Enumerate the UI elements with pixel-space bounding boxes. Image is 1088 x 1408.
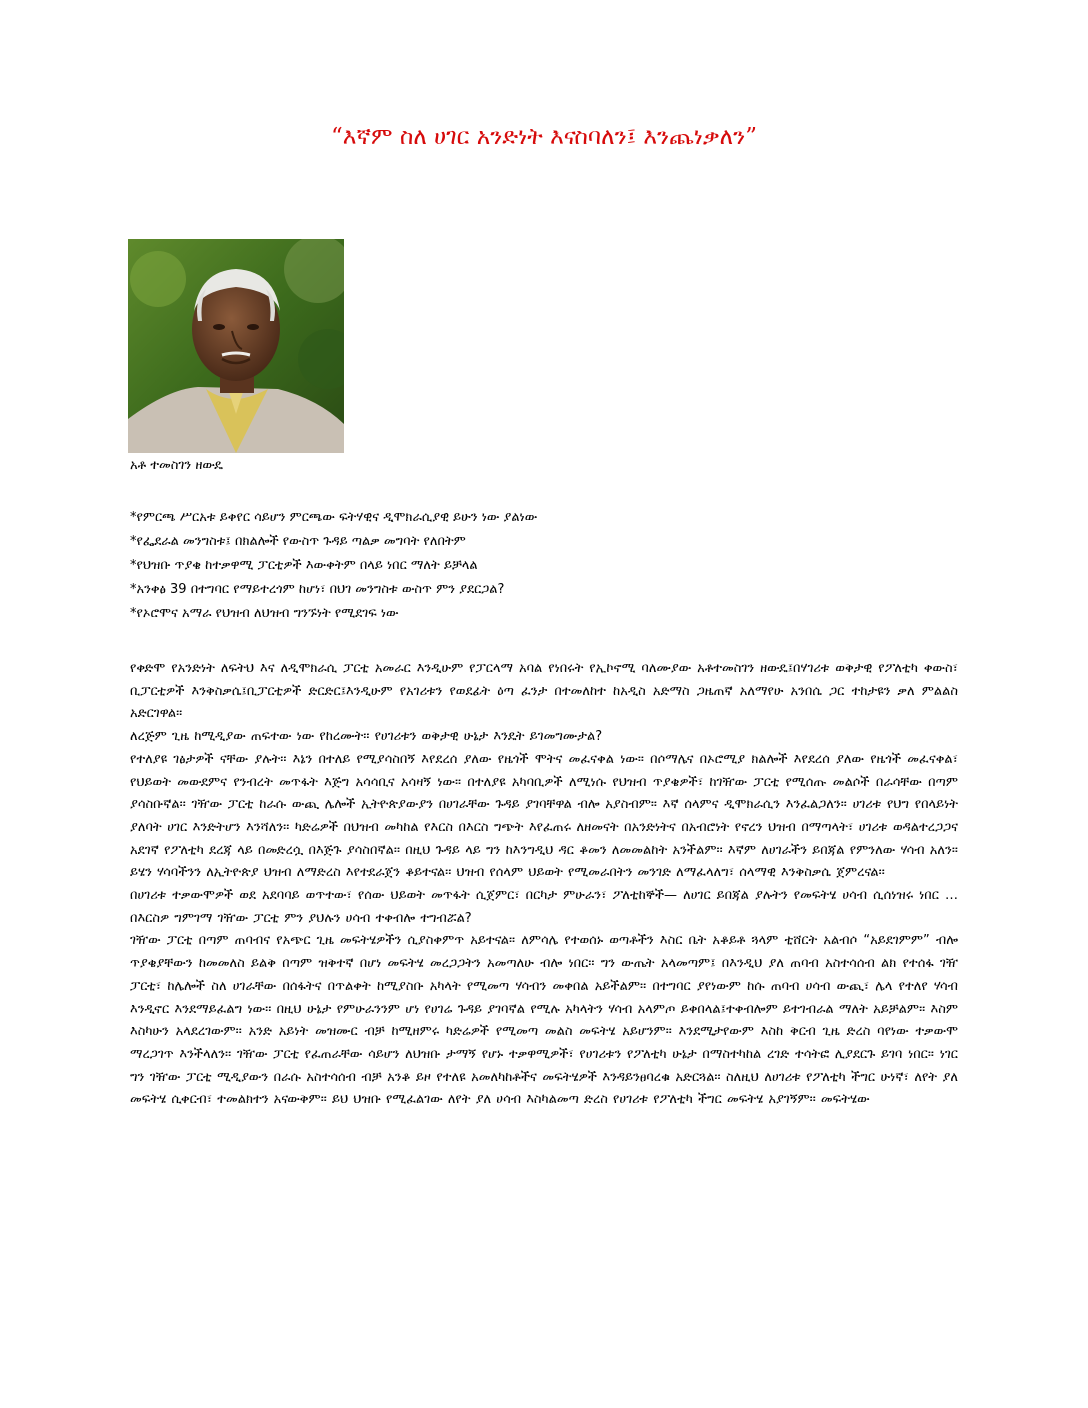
answer-paragraph: ገዥው ፓርቲ በጣም ጠባብና የአጭር ጊዜ መፍትሄዎችን ሲያስቀምጥ አይተናል፡፡ ለምሳሌ የተወሰኑ ወጣቶችን እስር ቤት አቆይቶ ጓላም ቲሸርት አልብሶ “አይደገምም” ብሎ ጥያቄያቸውን ከመመለስ ይልቅ በጣም ዝቅተኛ በሆነ መፍትሄ መረጋጋትን አመጣለሁ ብሎ ነበር፡፡ ግን ውጤት አላመጣም፤ በእንዲህ ያለ ጠባብ አስተሳሰብ ልክ የተሰፋ ገዥ ፓርቲ፣ ከሌሎች ስለ ሀገራቸው በሰፋትና በጥልቀት ከሚያስቡ አካላት የሚመጣ ሃሳብን መቀበል አይችልም፡፡ በተግባር ያየነውም ከሱ ጠባብ ሀሳብ ውጪ፣ ሌላ የተለየ ሃሳብ እንዲኖር እንደማይፈልግ ነው፡፡ በዚህ ሁኔታ የምሁራንንም ሆነ የሀገሬ ጉዳይ ያገባኛል የሚሉ አካላትን ሃሳብ አላምጦ ይቀበላል፤ተቀብሎም ይተገብራል ማለት አይቻልም፡፡ እስም እስካሁን አላደረገውም፡፡ አንድ አይነት መዝሙር ብቻ ከሚዘምሩ ካድሬዎች የሚመጣ መልስ መፍትሄ አይሆንም፡፡ እንደሚታየውም እስከ ቅርብ ጊዜ ድረስ ባየነው ተቃውሞ ማረጋገጥ እንችላለን፡፡ ገዥው ፓርቲ የፈጠራቸው ሳይሆን ለህዝቡ ታማኝ የሆኑ ተቃዋሚዎች፣ የሀገሪቱን የፖለቲካ ሁኔታ በማስተካከል ረገድ ተሳትፎ ሊያደርጉ ይገባ ነበር፡፡ ነገር ግን ገዥው ፓርቲ ሚዲያውን በራሱ አስተሳሰብ ብቻ አንቆ ይዞ የተለዩ አመለካከቶችና መፍትሄዎች እንዳይንፀባረቁ አድርጓል፡፡ ስለዚህ ለሀገሪቱ የፖለቲካ ችግር ሁነኛ፣ ለየት ያለ መፍትሄ ሲቀርብ፣ ተመልክተን አናውቅም፡፡ ይህ ህዝቡ የሚፈልገው ለየት ያለ ሀሳብ እስካልመጣ ድረስ የሀገሪቱ የፖለቲካ ችግር መፍትሄ አያገኝም፡፡ መፍትሄው [130, 933, 958, 1108]
intro-paragraph: የቀድሞ የአንድነት ለፍትህ እና ለዲሞክራሲ ፓርቲ አመራር እንዲሁም የፓርላማ አባል የነበሩት የኢኮኖሚ ባለሙያው አቶተመስገን ዘውዴ፤በሃገሪቱ ወቅታዊ የፖለቲካ ቀውስ፣ ቢፓርቲዎች እንቅስቃሴ፤ቢፓርቲዎች ድርድር፤እንዲሁም የአገሪቱን የወደፊት ዕጣ ፈንታ በተመለከተ ከአዲስ አድማስ ጋዜጠኛ አለማየሁ አንበሴ ጋር ተከታዩን ቃለ ምልልስ አድርገዋል፡፡ [130, 661, 958, 722]
question-paragraph: በሀገሪቱ ተቃውሞዎች ወደ አደባባይ ወጥተው፣ የሰው ህይወት መጥፋት ሲጀምር፣ በርካታ ምሁራን፣ ፖለቲከኞች— ለሀገር ይበጃል ያሉትን የመፍትሄ ሀሳብ ሲሰነዝሩ ነበር … በእርስዎ ግምገማ ገዥው ፓርቲ ምን ያህሉን ሀሳብ ተቀብሎ ተግብሯል? [130, 888, 958, 926]
highlight-item: *አንቀፅ 39 በተግባር የማይተረጎም ከሆነ፣ በህገ መንግስቱ ውስጥ ምን ያደርጋል? [130, 582, 505, 597]
highlight-item: *የህዝቡ ጥያቄ ከተቃዋሚ ፓርቲዎች እውቀትም በላይ ነበር ማለት ይቻላል [130, 558, 478, 573]
highlight-item: *የምርጫ ሥርአቱ ይቀየር ሳይሆን ምርጫው ፍትሃዊና ዲሞክራሲያዊ ይሁን ነው ያልነው [130, 510, 538, 525]
highlights-list [130, 506, 958, 626]
highlight-item: *የፌደራል መንግስቱ፤ በክልሎች የውስጥ ጉዳይ ጣልቃ መግባት የለበትም [130, 534, 466, 549]
article-title: “እኛም ስለ ሀገር አንድነት እናስባለን፤ እንጨነቃለን” [331, 124, 757, 150]
portrait-photo [128, 239, 344, 453]
highlight-item: *የኦሮሞና አማራ የህዝብ ለህዝብ ግንኙነት የሚደገፍ ነው [130, 606, 399, 621]
question-paragraph: ለረጅም ጊዜ ከሚዲያው ጠፍተው ነው የከረሙት፡፡ የሀገሪቱን ወቅታዊ ሁኔታ እንዴት ይገመግሙታል? [130, 729, 603, 745]
photo-caption: አቶ ተመስገን ዘውዴ [130, 458, 223, 473]
answer-paragraph: የተለያዩ ገፅታዎች ናቸው ያሉት፡፡ እኔን በተለይ የሚያሳስበኝ እየደረሰ ያለው የዜጎች ሞትና መፈናቀል ነው፡፡ በሶማሌና በኦሮሚያ ክልሎች እየደረሰ ያለው የዜጎች መፈናቀል፣ የህይወት መውደምና የንብረት መጥፋት እጅግ አሳሳቢና አሳዛኝ ነው፡፡ በተለያዩ አካባቢዎች ለሚነሱ የህዝብ ጥያቄዎች፣ ከገዥው ፓርቲ የሚሰጡ መልሶች በራሳቸው በጣም ያሳስቡኛል፡፡ ገዥው ፓርቲ ከራሱ ውጪ ሌሎች ኢትዮጵያውያን በሀገራቸው ጉዳይ ያገባቸዋል ብሎ አያስብም፡፡ እኛ ሰላምና ዲሞክራሲን እንፈልጋለን፡፡ ሀገሪቱ የህግ የበላይነት ያለባት ሀገር እንድትሆን እንሻለን፡፡ ካድሬዎች በህዝብ መካከል የእርስ በእርስ ግጭት እየፈጠሩ ለዘመናት በአንድነትና በአብሮነት የኖረን ህዝብ በማጣላት፣ ሀገሪቱ ወዳልተረጋጋና አደገኛ የፖለቲካ ደረጃ ላይ በመድረሷ በእጅጉ ያሳስበኛል፡፡ በዚህ ጉዳይ ላይ ግን ከእንግዲህ ዳር ቆመን ለመመልከት አንችልም፡፡ እኛም ለሀገራችን ይበጃል የምንለው ሃሳብ አለን፡፡ ይሄን ሃሳባችንን ለኢትዮጵያ ህዝብ ለማድረስ እየተደራጀን ቆይተናል፡፡ ህዝብ የሰላም ህይወት የሚመራበትን መንገድ ለማፈላለግ፣ ሰላማዊ እንቅስቃሴ ጀምረናል፡፡ [130, 751, 958, 881]
article-body [130, 658, 958, 1112]
portrait-image [128, 239, 344, 453]
